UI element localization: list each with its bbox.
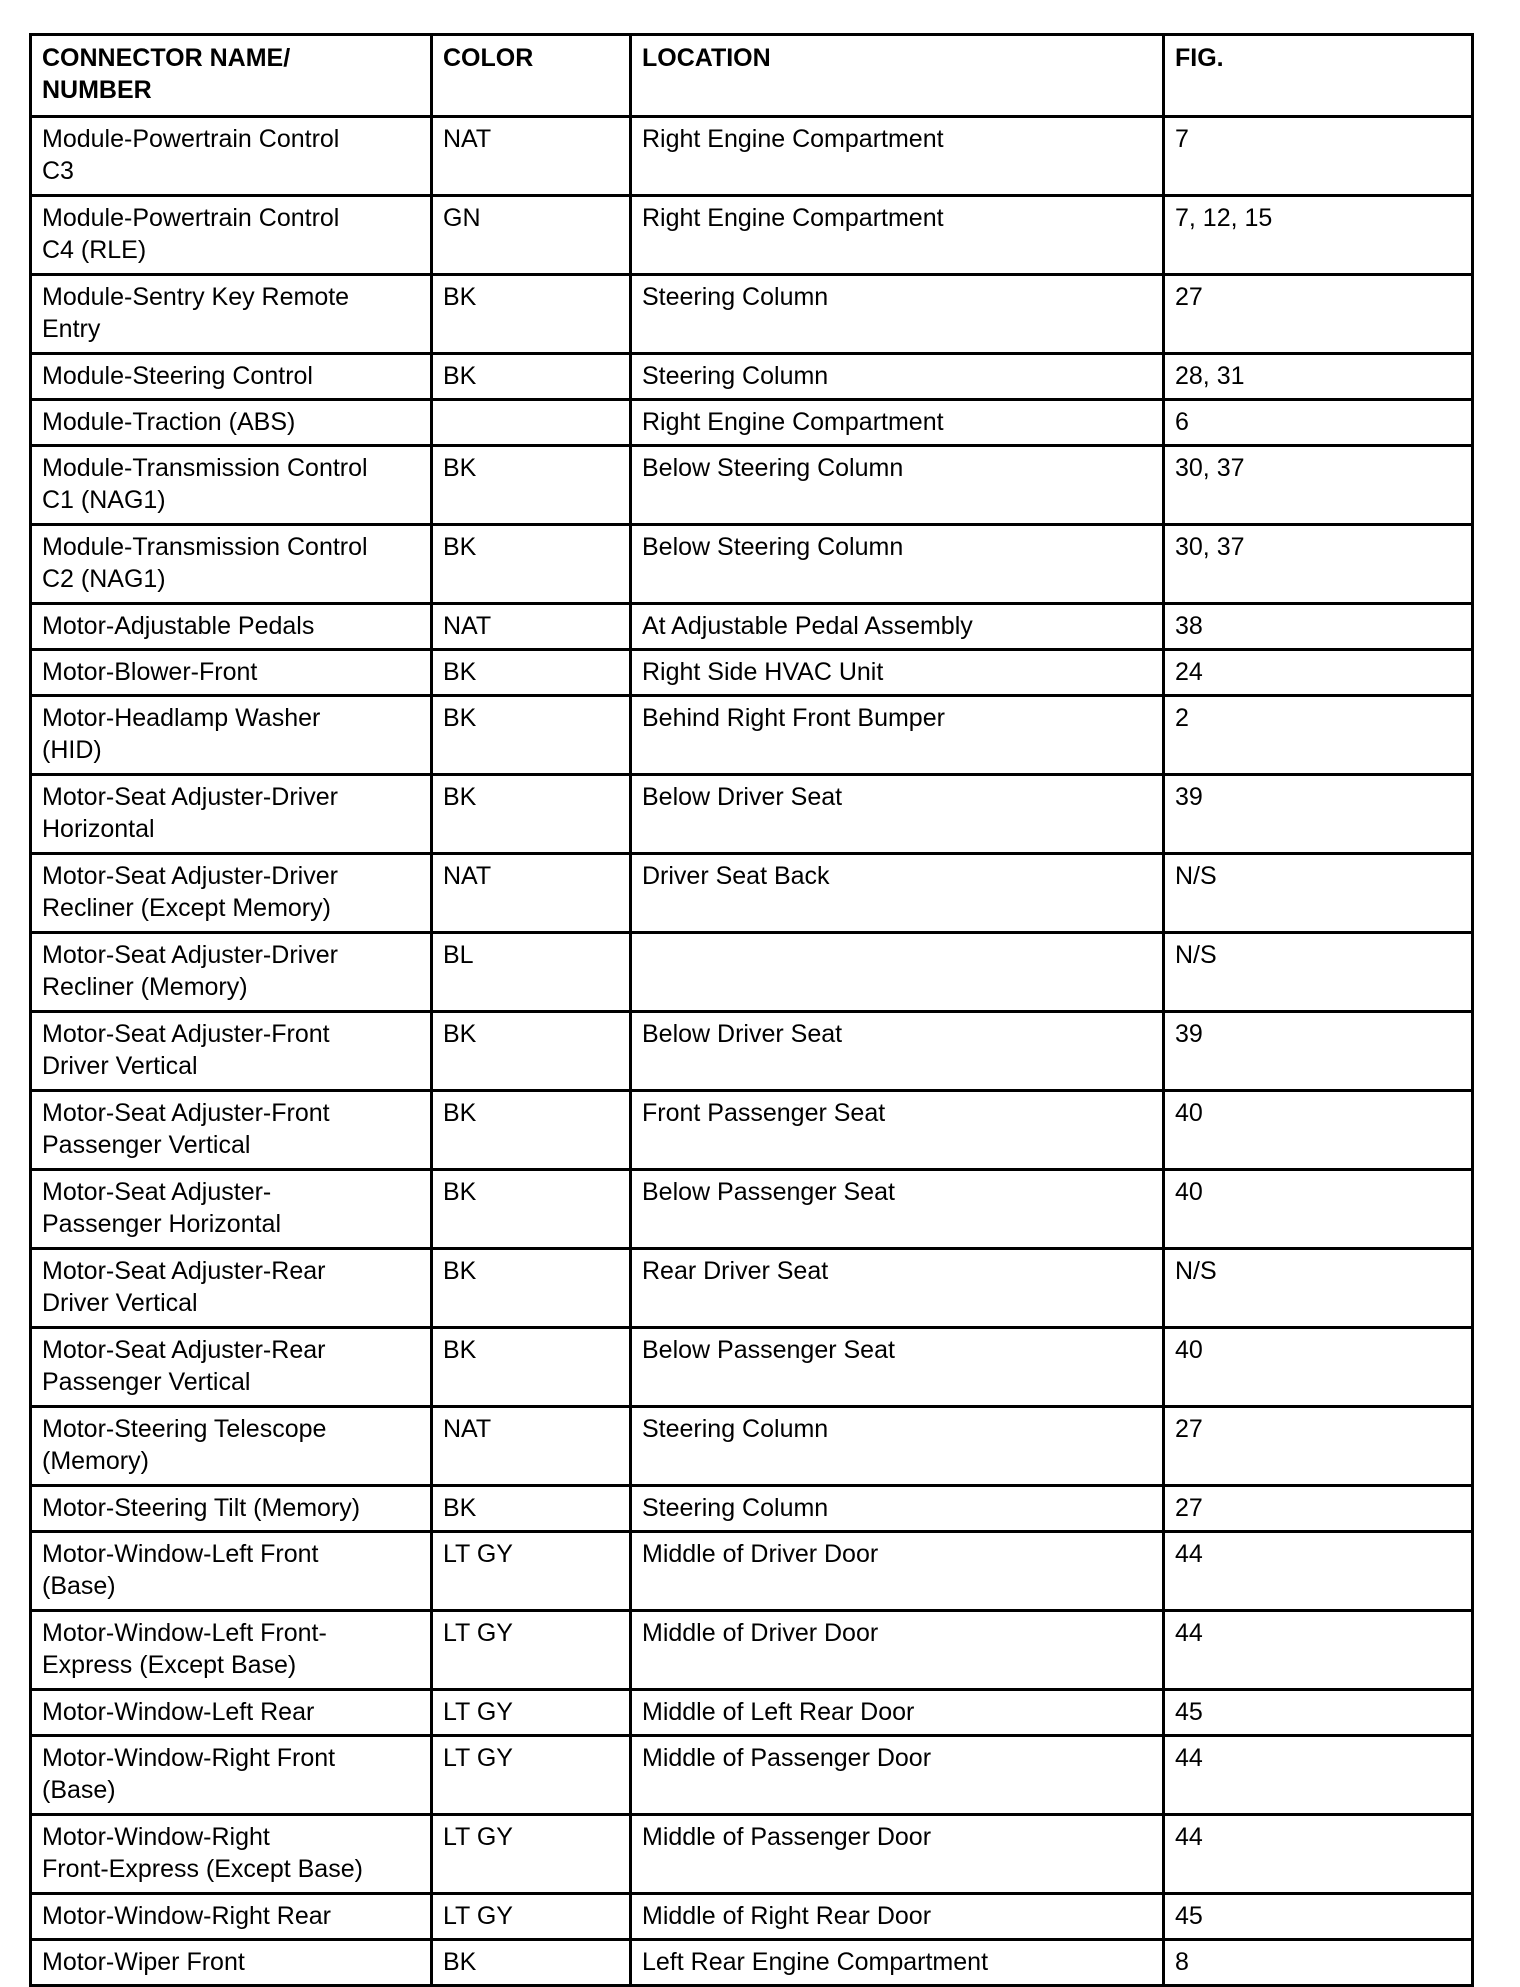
location-cell: Steering Column xyxy=(631,1486,1164,1532)
location-cell: Middle of Right Rear Door xyxy=(631,1894,1164,1940)
color-cell: BL xyxy=(432,933,631,1012)
location-cell: Right Engine Compartment xyxy=(631,196,1164,275)
fig-cell: 44 xyxy=(1164,1611,1473,1690)
fig-cell: 44 xyxy=(1164,1532,1473,1611)
color-cell: BK xyxy=(432,1328,631,1407)
table-row xyxy=(31,854,1473,933)
table-row xyxy=(31,1170,1473,1249)
location-cell: Below Driver Seat xyxy=(631,1012,1164,1091)
table-row xyxy=(31,1611,1473,1690)
fig-cell: 45 xyxy=(1164,1690,1473,1736)
connector-name-cell: Module-Sentry Key Remote Entry xyxy=(31,275,432,354)
fig-cell: 24 xyxy=(1164,650,1473,696)
fig-cell: 39 xyxy=(1164,1012,1473,1091)
fig-cell: N/S xyxy=(1164,933,1473,1012)
color-cell: LT GY xyxy=(432,1815,631,1894)
connector-name-cell: Motor-Window-Left Front (Base) xyxy=(31,1532,432,1611)
color-cell: BK xyxy=(432,354,631,400)
fig-cell: 38 xyxy=(1164,604,1473,650)
location-cell: Steering Column xyxy=(631,1407,1164,1486)
connector-name-cell: Motor-Window-Right Front-Express (Except Base) xyxy=(31,1815,432,1894)
location-cell: Below Passenger Seat xyxy=(631,1170,1164,1249)
location-cell: Middle of Passenger Door xyxy=(631,1815,1164,1894)
fig-cell: 44 xyxy=(1164,1736,1473,1815)
connector-name-cell: Motor-Seat Adjuster-Rear Driver Vertical xyxy=(31,1249,432,1328)
color-cell: BK xyxy=(432,525,631,604)
header-row xyxy=(31,35,1473,117)
connector-name-cell: Module-Transmission Control C1 (NAG1) xyxy=(31,446,432,525)
color-cell: LT GY xyxy=(432,1894,631,1940)
location-cell: Right Engine Compartment xyxy=(631,400,1164,446)
color-cell: BK xyxy=(432,1170,631,1249)
connector-name-cell: Motor-Seat Adjuster-Driver Horizontal xyxy=(31,775,432,854)
location-cell: Below Steering Column xyxy=(631,446,1164,525)
header-fig: FIG. xyxy=(1164,35,1473,117)
color-cell: LT GY xyxy=(432,1690,631,1736)
fig-cell: N/S xyxy=(1164,854,1473,933)
location-cell: Below Driver Seat xyxy=(631,775,1164,854)
table-row xyxy=(31,604,1473,650)
color-cell xyxy=(432,400,631,446)
table-row xyxy=(31,933,1473,1012)
table-row xyxy=(31,117,1473,196)
color-cell: BK xyxy=(432,275,631,354)
location-cell: Front Passenger Seat xyxy=(631,1091,1164,1170)
location-cell: Middle of Left Rear Door xyxy=(631,1690,1164,1736)
fig-cell: 40 xyxy=(1164,1091,1473,1170)
color-cell: BK xyxy=(432,1249,631,1328)
location-cell: Right Side HVAC Unit xyxy=(631,650,1164,696)
color-cell: LT GY xyxy=(432,1611,631,1690)
fig-cell: 27 xyxy=(1164,1407,1473,1486)
table-row xyxy=(31,446,1473,525)
connector-name-cell: Module-Transmission Control C2 (NAG1) xyxy=(31,525,432,604)
color-cell: NAT xyxy=(432,117,631,196)
color-cell: BK xyxy=(432,696,631,775)
table-row xyxy=(31,1690,1473,1736)
fig-cell: 40 xyxy=(1164,1170,1473,1249)
fig-cell: 30, 37 xyxy=(1164,525,1473,604)
table-body xyxy=(31,117,1473,1986)
connector-name-cell: Motor-Seat Adjuster-Front Passenger Vertical xyxy=(31,1091,432,1170)
color-cell: BK xyxy=(432,446,631,525)
table-row xyxy=(31,196,1473,275)
location-cell: Steering Column xyxy=(631,275,1164,354)
connector-name-cell: Motor-Window-Right Rear xyxy=(31,1894,432,1940)
color-cell: BK xyxy=(432,1091,631,1170)
fig-cell: N/S xyxy=(1164,1249,1473,1328)
connector-name-cell: Module-Traction (ABS) xyxy=(31,400,432,446)
connector-name-cell: Motor-Steering Tilt (Memory) xyxy=(31,1486,432,1532)
table-row xyxy=(31,1249,1473,1328)
table-row xyxy=(31,696,1473,775)
connector-name-cell: Module-Powertrain Control C3 xyxy=(31,117,432,196)
table-row xyxy=(31,1012,1473,1091)
color-cell: BK xyxy=(432,1486,631,1532)
fig-cell: 6 xyxy=(1164,400,1473,446)
color-cell: LT GY xyxy=(432,1736,631,1815)
connector-name-cell: Motor-Window-Right Front (Base) xyxy=(31,1736,432,1815)
connector-name-cell: Motor-Adjustable Pedals xyxy=(31,604,432,650)
connector-name-cell: Module-Powertrain Control C4 (RLE) xyxy=(31,196,432,275)
connector-table xyxy=(29,33,1474,1987)
table-row xyxy=(31,1940,1473,1986)
connector-name-cell: Motor-Wiper Front xyxy=(31,1940,432,1986)
table-row xyxy=(31,1532,1473,1611)
connector-name-cell: Motor-Steering Telescope (Memory) xyxy=(31,1407,432,1486)
connector-name-cell: Motor-Seat Adjuster-Driver Recliner (Except Memory) xyxy=(31,854,432,933)
fig-cell: 30, 37 xyxy=(1164,446,1473,525)
color-cell: BK xyxy=(432,775,631,854)
color-cell: BK xyxy=(432,1012,631,1091)
connector-name-cell: Motor-Blower-Front xyxy=(31,650,432,696)
connector-name-cell: Motor-Seat Adjuster- Passenger Horizontal xyxy=(31,1170,432,1249)
color-cell: BK xyxy=(432,1940,631,1986)
connector-name-cell: Motor-Window-Left Rear xyxy=(31,1690,432,1736)
location-cell: At Adjustable Pedal Assembly xyxy=(631,604,1164,650)
connector-name-cell: Motor-Seat Adjuster-Rear Passenger Vertical xyxy=(31,1328,432,1407)
fig-cell: 44 xyxy=(1164,1815,1473,1894)
table-row xyxy=(31,1486,1473,1532)
fig-cell: 28, 31 xyxy=(1164,354,1473,400)
table-row xyxy=(31,650,1473,696)
color-cell: BK xyxy=(432,650,631,696)
color-cell: NAT xyxy=(432,854,631,933)
fig-cell: 2 xyxy=(1164,696,1473,775)
table-row xyxy=(31,775,1473,854)
table-row xyxy=(31,525,1473,604)
table-row xyxy=(31,1091,1473,1170)
location-cell: Left Rear Engine Compartment xyxy=(631,1940,1164,1986)
location-cell: Behind Right Front Bumper xyxy=(631,696,1164,775)
location-cell: Middle of Driver Door xyxy=(631,1611,1164,1690)
connector-name-cell: Motor-Headlamp Washer (HID) xyxy=(31,696,432,775)
fig-cell: 7, 12, 15 xyxy=(1164,196,1473,275)
table-row xyxy=(31,400,1473,446)
location-cell: Below Passenger Seat xyxy=(631,1328,1164,1407)
table-row xyxy=(31,1894,1473,1940)
table-row xyxy=(31,275,1473,354)
header-color: COLOR xyxy=(432,35,631,117)
color-cell: LT GY xyxy=(432,1532,631,1611)
table-row xyxy=(31,1328,1473,1407)
location-cell: Below Steering Column xyxy=(631,525,1164,604)
connector-name-cell: Motor-Seat Adjuster-Front Driver Vertical xyxy=(31,1012,432,1091)
location-cell: Right Engine Compartment xyxy=(631,117,1164,196)
location-cell: Driver Seat Back xyxy=(631,854,1164,933)
header-location: LOCATION xyxy=(631,35,1164,117)
fig-cell: 27 xyxy=(1164,1486,1473,1532)
location-cell: Middle of Passenger Door xyxy=(631,1736,1164,1815)
fig-cell: 40 xyxy=(1164,1328,1473,1407)
fig-cell: 8 xyxy=(1164,1940,1473,1986)
fig-cell: 27 xyxy=(1164,275,1473,354)
fig-cell: 45 xyxy=(1164,1894,1473,1940)
table-row xyxy=(31,1407,1473,1486)
color-cell: NAT xyxy=(432,1407,631,1486)
connector-name-cell: Motor-Seat Adjuster-Driver Recliner (Memory) xyxy=(31,933,432,1012)
location-cell xyxy=(631,933,1164,1012)
table-row xyxy=(31,1815,1473,1894)
connector-name-cell: Motor-Window-Left Front- Express (Except Base) xyxy=(31,1611,432,1690)
location-cell: Steering Column xyxy=(631,354,1164,400)
header-connector-name: CONNECTOR NAME/ NUMBER xyxy=(31,35,432,117)
color-cell: NAT xyxy=(432,604,631,650)
fig-cell: 39 xyxy=(1164,775,1473,854)
connector-name-cell: Module-Steering Control xyxy=(31,354,432,400)
location-cell: Middle of Driver Door xyxy=(631,1532,1164,1611)
table-row xyxy=(31,354,1473,400)
location-cell: Rear Driver Seat xyxy=(631,1249,1164,1328)
table-row xyxy=(31,1736,1473,1815)
color-cell: GN xyxy=(432,196,631,275)
fig-cell: 7 xyxy=(1164,117,1473,196)
